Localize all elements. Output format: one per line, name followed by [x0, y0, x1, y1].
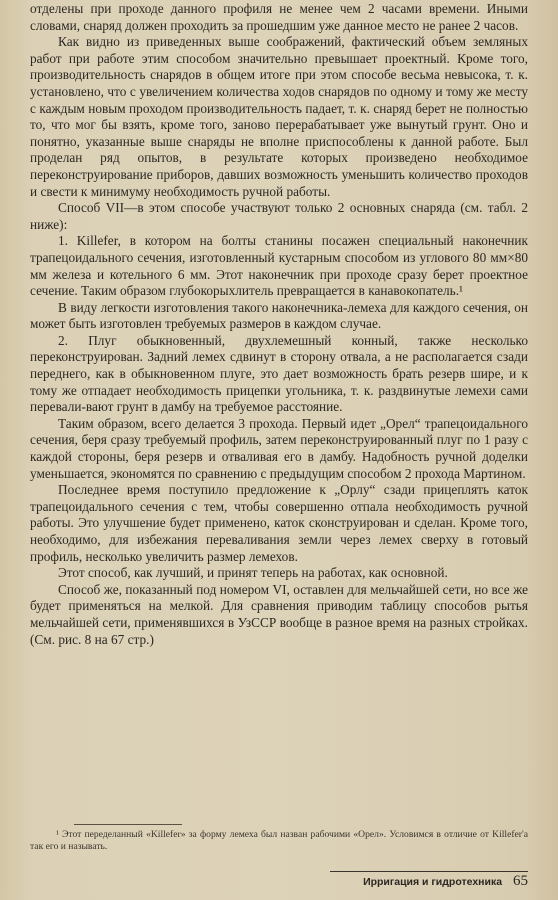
footer-divider [330, 871, 528, 872]
paragraph: Как видно из приведенных выше соображений, фактический объем земляных работ при работе этим способом значительно превышает проектный. Кроме того, производительность снарядов в общем итоге при этом способе весьма невысока, т. к. установлено, что с увеличением количества ходов снарядов по одному и тому же месту с каждым новым проходом производительность падает, т. к. снаряд берет не полностью то, что мог бы взять, кроме того, заново перерабатывает уже вынутый грунт. Оно и понятно, указанные выше снаряды не вполне приспособлены к данной работе. Был проделан ряд опытов, в результате которых произведено необходимое переконструирование приборов, давших возможность уменьшить количество проходов и свести к минимуму необходимость ручной работы. [30, 34, 528, 199]
paragraph: Способ же, показанный под номером VI, оставлен для мельчайшей сети, но все же будет применяться на мелкой. Для сравнения приводим таблицу способов рытья мельчайшей сети, применявшихся в УзССР вообще в разное время на разных стройках. (См. рис. 8 на 67 стр.) [30, 581, 528, 647]
footnote [30, 829, 528, 853]
paragraph: Последнее время поступило предложение к „Орлу“ сзади прицеплять каток трапецоидального сечения с тем, чтобы совершенно отпала необходимость ручной работы. Это улучшение будет применено, каток сконструирован и сделан. Кроме того, необходимо, для избежания переваливания земли через лемех сверху в готовый профиль, несколько увеличить размер лемехов. [30, 482, 528, 564]
paragraph-item-1: 1. Killefer, в котором на болты станины посажен специальный наконечник трапецоидального сечения, изготовленный кустарным способом из углового 80 мм×80 мм железа и котельного 6 мм. Этот наконечник при проходе сразу берет проектное сечение. Таким образом глубокорыхлитель превращается в канавокопатель.¹ [30, 233, 528, 299]
main-text [30, 1, 528, 648]
paragraph-continued: отделены при проходе данного профиля не менее чем 2 часами времени. Иными словами, снаряд должен проходить за прошедшим уже данное место не ранее 2 часов. [30, 1, 528, 33]
paragraph: В виду легкости изготовления такого наконечника-лемеха для каждого сечения, он может быть изготовлен требуемых размеров в каждом случае. [30, 299, 528, 332]
paragraph: Таким образом, всего делается 3 прохода. Первый идет „Орел“ трапецоидального сечения, беря сразу требуемый профиль, затем переконструированный плуг по 1 разу с каждой стороны, беря резерв и отваливая его в дамбу. Надобность ручной доделки уменьшается, экономятся по сравнению с предыдущим способом 2 прохода Мартином. [30, 415, 528, 481]
running-title: Ирригация и гидротехника [363, 876, 503, 888]
paragraph: Этот способ, как лучший, и принят теперь на работах, как основной. [58, 565, 448, 581]
paragraph-method-vii: Способ VII—в этом способе участвуют только 2 основных снаряда (см. табл. 2 ниже): [30, 200, 528, 232]
footnote-text: ¹ Этот переделанный «Killefer» за форму лемеха был назван рабочими «Орел». Условимся в отличие от Killefer'а так его и называть. [30, 829, 528, 852]
paragraph-item-2: 2. Плуг обыкновенный, двухлемешный конный, также несколько переконструирован. Задний лемех сдвинут в сторону отвала, а не располагается сзади переднего, как в обыкновенном плуге, это дает возможность брать резерв шире, и к тому же отпадает необходимость прицепки угольника, т. к. раздвинутые лемехи сами перевали-вают грунт в дамбу на требуемое расстояние. [30, 332, 528, 415]
footnote-divider [74, 824, 182, 825]
page-footer [363, 873, 528, 890]
page-number: 65 [513, 873, 528, 889]
